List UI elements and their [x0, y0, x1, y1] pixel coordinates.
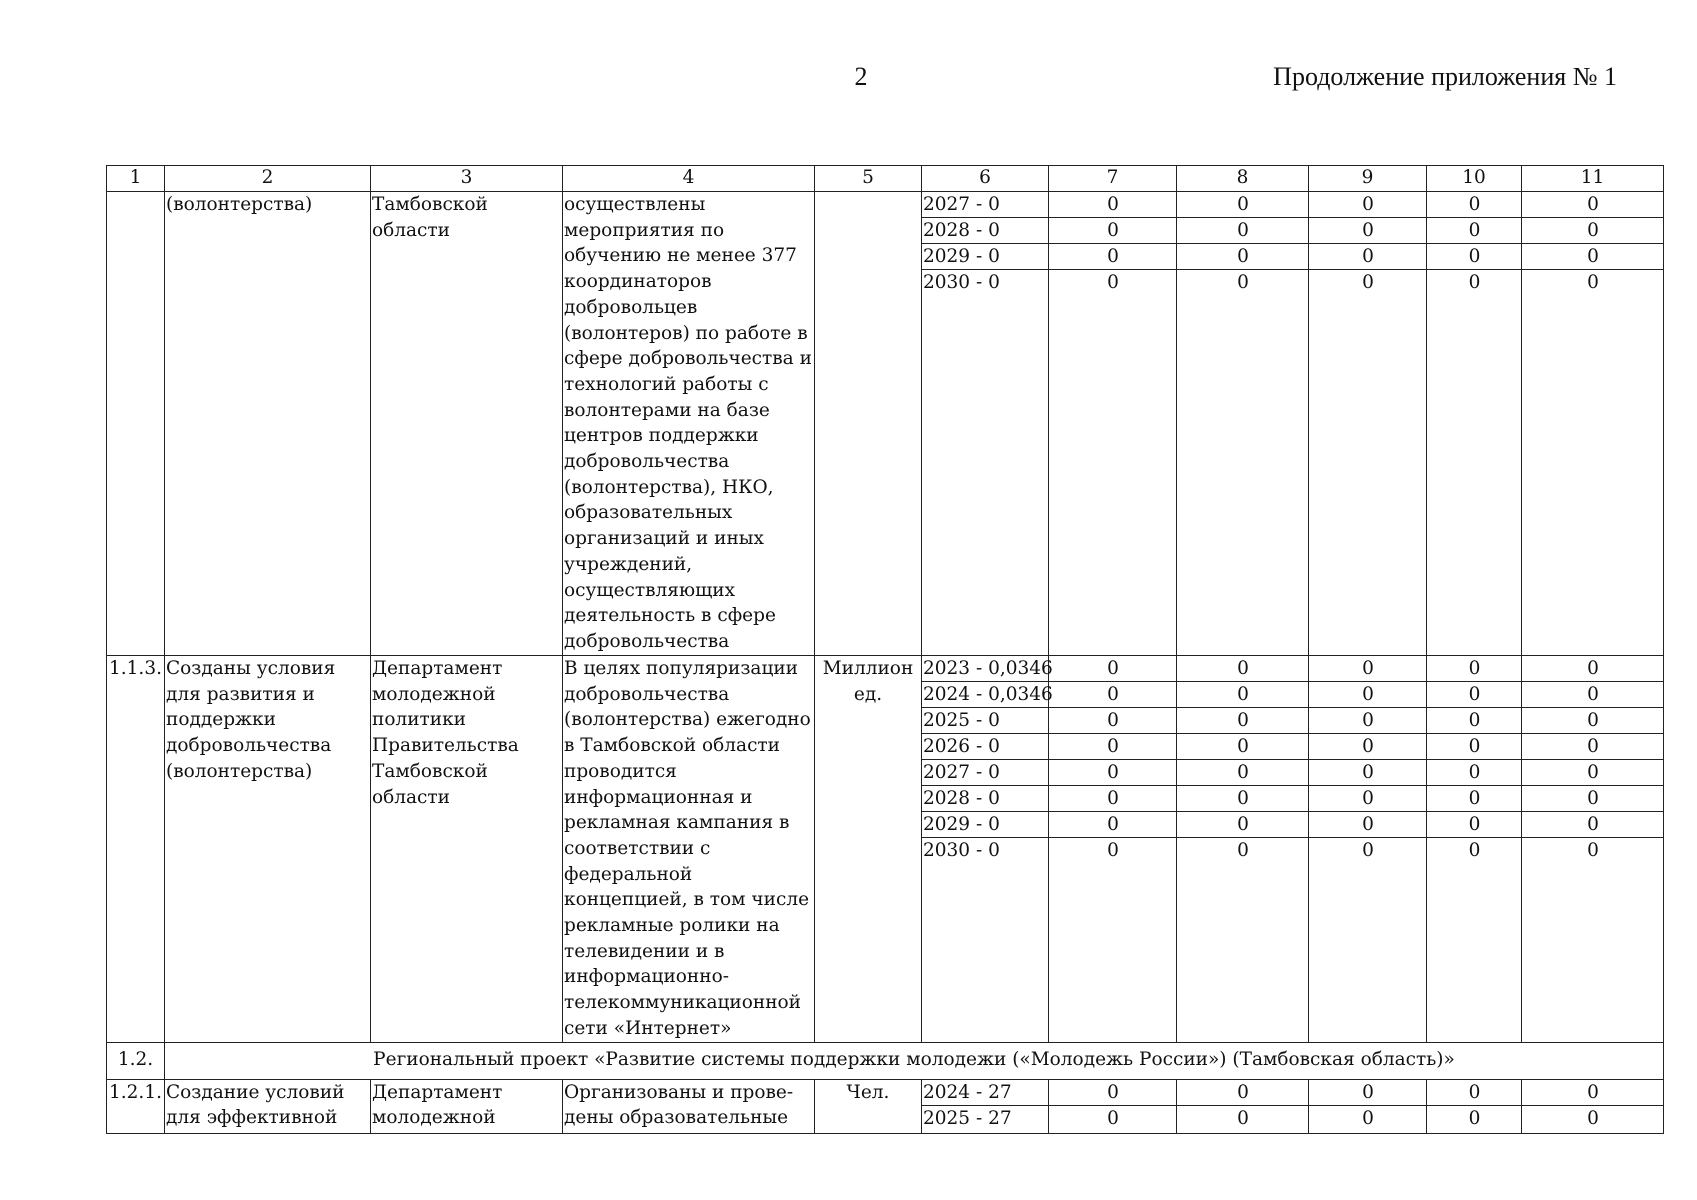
cell-value: 0: [1049, 218, 1176, 244]
cell-value: 0: [1468, 840, 1481, 861]
column-number: 1: [107, 166, 165, 192]
year-values: [922, 192, 1049, 656]
row-number: 1.1.3.: [107, 656, 165, 1043]
cell-value: 0: [1309, 218, 1426, 244]
cell-value: 0: [1522, 708, 1663, 734]
cell-value: 0: [1309, 244, 1426, 270]
cell-value: 0: [1362, 272, 1374, 293]
section-title: Региональный проект «Развитие системы поддержки молодежи («Молодежь России») (Тамбовская область)»: [165, 1042, 1664, 1079]
cell-value: 0: [1522, 786, 1663, 812]
cell-value: 0: [1049, 786, 1176, 812]
result-name: (волонтерства): [165, 192, 371, 656]
cell-value: 0: [1049, 760, 1176, 786]
cell-value: 0: [1309, 812, 1426, 838]
column-number: 7: [1049, 166, 1177, 192]
year-value: 2030 - 0: [923, 272, 1000, 293]
result-name: Создание условий для эффективной: [165, 1079, 371, 1133]
year-values: [922, 656, 1053, 1043]
column-number: 11: [1522, 166, 1664, 192]
page-heading: Продолжение приложения № 1: [1273, 62, 1617, 91]
cell-value: 0: [1522, 192, 1663, 218]
cell-value: 0: [1049, 1080, 1176, 1106]
cell-value: 0: [1237, 272, 1249, 293]
unit: Миллион ед.: [815, 656, 922, 1043]
column-number: 4: [563, 166, 815, 192]
cell-value: 0: [1427, 1080, 1521, 1106]
year-value: 2024 - 0,0346: [922, 682, 1048, 708]
funding-col10: [1427, 192, 1522, 656]
cell-value: 0: [1427, 786, 1521, 812]
cell-value: 0: [1587, 840, 1599, 861]
year-value: 2030 - 0: [923, 840, 1000, 861]
funding-col11: [1522, 656, 1664, 1043]
cell-value: 0: [1427, 812, 1521, 838]
cell-value: 0: [1237, 1107, 1249, 1129]
cell-value: 0: [1177, 682, 1308, 708]
cell-value: 0: [1587, 1107, 1599, 1129]
funding-col10: [1427, 656, 1522, 1043]
cell-value: 0: [1522, 656, 1663, 682]
section-row: [107, 1042, 1664, 1079]
cell-value: 0: [1107, 1107, 1119, 1129]
year-value: 2028 - 0: [922, 786, 1048, 812]
section-number: 1.2.: [107, 1042, 165, 1079]
column-number: 9: [1309, 166, 1427, 192]
year-value: 2027 - 0: [922, 192, 1048, 218]
funding-col8: [1177, 656, 1309, 1043]
cell-value: 0: [1522, 812, 1663, 838]
cell-value: 0: [1468, 1107, 1481, 1129]
cell-value: 0: [1049, 682, 1176, 708]
cell-value: 0: [1237, 840, 1249, 861]
funding-col9: [1309, 1079, 1427, 1133]
cell-value: 0: [1107, 272, 1119, 293]
year-value: 2026 - 0: [922, 734, 1048, 760]
cell-value: 0: [1427, 682, 1521, 708]
year-values: [922, 1079, 1049, 1133]
cell-value: 0: [1107, 840, 1119, 861]
column-number: 5: [815, 166, 922, 192]
funding-col9: [1309, 192, 1427, 656]
cell-value: 0: [1427, 218, 1521, 244]
page-number: 2: [854, 62, 868, 91]
cell-value: 0: [1522, 1080, 1663, 1106]
cell-value: 0: [1427, 734, 1521, 760]
year-value: 2027 - 0: [922, 760, 1048, 786]
indicators-table: [106, 165, 1664, 1134]
funding-col8: [1177, 1079, 1309, 1133]
cell-value: 0: [1522, 244, 1663, 270]
year-value: 2028 - 0: [922, 218, 1048, 244]
column-number: 6: [922, 166, 1049, 192]
funding-col7: [1049, 1079, 1177, 1133]
cell-value: 0: [1427, 244, 1521, 270]
cell-value: 0: [1427, 760, 1521, 786]
funding-col7: [1049, 192, 1177, 656]
cell-value: 0: [1522, 760, 1663, 786]
cell-value: 0: [1177, 734, 1308, 760]
responsible-body: Департамент молодежной политики Правительства Тамбовской области: [371, 656, 563, 1043]
year-value: 2025 - 0: [922, 708, 1048, 734]
funding-col11: [1522, 192, 1664, 656]
year-value: 2029 - 0: [922, 244, 1048, 270]
funding-col9: [1309, 656, 1427, 1043]
result-description: Организованы и прове-дены образовательные: [563, 1079, 815, 1133]
cell-value: 0: [1309, 1080, 1426, 1106]
cell-value: 0: [1177, 1080, 1308, 1106]
cell-value: 0: [1177, 656, 1308, 682]
column-number: 2: [165, 166, 371, 192]
cell-value: 0: [1177, 760, 1308, 786]
cell-value: 0: [1049, 656, 1176, 682]
result-description: осуществлены мероприятия по обучению не менее 377 координаторов добровольцев (волонтеров) по работе в сфере добровольчества и технологий работы с волонтерами на базе центров поддержки добровольчества (волонтерства), НКО, образовательных организаций и иных учреждений, осуществляющих деятельность в сфере добровольчества: [563, 192, 815, 656]
cell-value: 0: [1049, 192, 1176, 218]
row-number: 1.2.1.: [107, 1079, 165, 1133]
column-number: 8: [1177, 166, 1309, 192]
cell-value: 0: [1522, 218, 1663, 244]
cell-value: 0: [1587, 272, 1599, 293]
year-value: 2029 - 0: [922, 812, 1048, 838]
funding-col10: [1427, 1079, 1522, 1133]
year-value: 2024 - 27: [922, 1080, 1048, 1106]
cell-value: 0: [1177, 192, 1308, 218]
cell-value: 0: [1177, 812, 1308, 838]
result-name: Созданы условия для развития и поддержки добровольчества (волонтерства): [165, 656, 371, 1043]
year-value: 2023 - 0,0346: [922, 656, 1048, 682]
cell-value: 0: [1309, 786, 1426, 812]
cell-value: 0: [1049, 244, 1176, 270]
cell-value: 0: [1049, 708, 1176, 734]
table-row: [107, 656, 1664, 1043]
unit: [815, 192, 922, 656]
responsible-body: Департамент молодежной: [371, 1079, 563, 1133]
cell-value: 0: [1177, 244, 1308, 270]
result-description: В целях популяризации добровольчества (волонтерства) ежегодно в Тамбовской области проводится информационная и рекламная кампания в соответствии с федеральной концепцией, в том числе рекламные ролики на телевидении и в информационно-телекоммуникационной сети «Интернет»: [563, 656, 815, 1043]
cell-value: 0: [1309, 656, 1426, 682]
cell-value: 0: [1309, 192, 1426, 218]
responsible-body: Тамбовской области: [371, 192, 563, 656]
funding-col11: [1522, 1079, 1664, 1133]
cell-value: 0: [1177, 786, 1308, 812]
cell-value: 0: [1522, 734, 1663, 760]
cell-value: 0: [1309, 734, 1426, 760]
cell-value: 0: [1427, 192, 1521, 218]
cell-value: 0: [1309, 760, 1426, 786]
cell-value: 0: [1177, 708, 1308, 734]
cell-value: 0: [1427, 656, 1521, 682]
cell-value: 0: [1309, 682, 1426, 708]
cell-value: 0: [1049, 734, 1176, 760]
cell-value: 0: [1468, 272, 1481, 293]
column-number: 3: [371, 166, 563, 192]
cell-value: 0: [1309, 708, 1426, 734]
row-number: [107, 192, 165, 656]
column-number: 10: [1427, 166, 1522, 192]
cell-value: 0: [1427, 708, 1521, 734]
table-row: [107, 192, 1664, 656]
cell-value: 0: [1522, 682, 1663, 708]
cell-value: 0: [1362, 840, 1374, 861]
cell-value: 0: [1177, 218, 1308, 244]
column-number-row: [107, 166, 1664, 192]
unit: Чел.: [815, 1079, 922, 1133]
funding-col8: [1177, 192, 1309, 656]
table-row: [107, 1079, 1664, 1133]
funding-col7: [1049, 656, 1177, 1043]
year-value: 2025 - 27: [923, 1107, 1012, 1129]
cell-value: 0: [1049, 812, 1176, 838]
cell-value: 0: [1362, 1107, 1374, 1129]
